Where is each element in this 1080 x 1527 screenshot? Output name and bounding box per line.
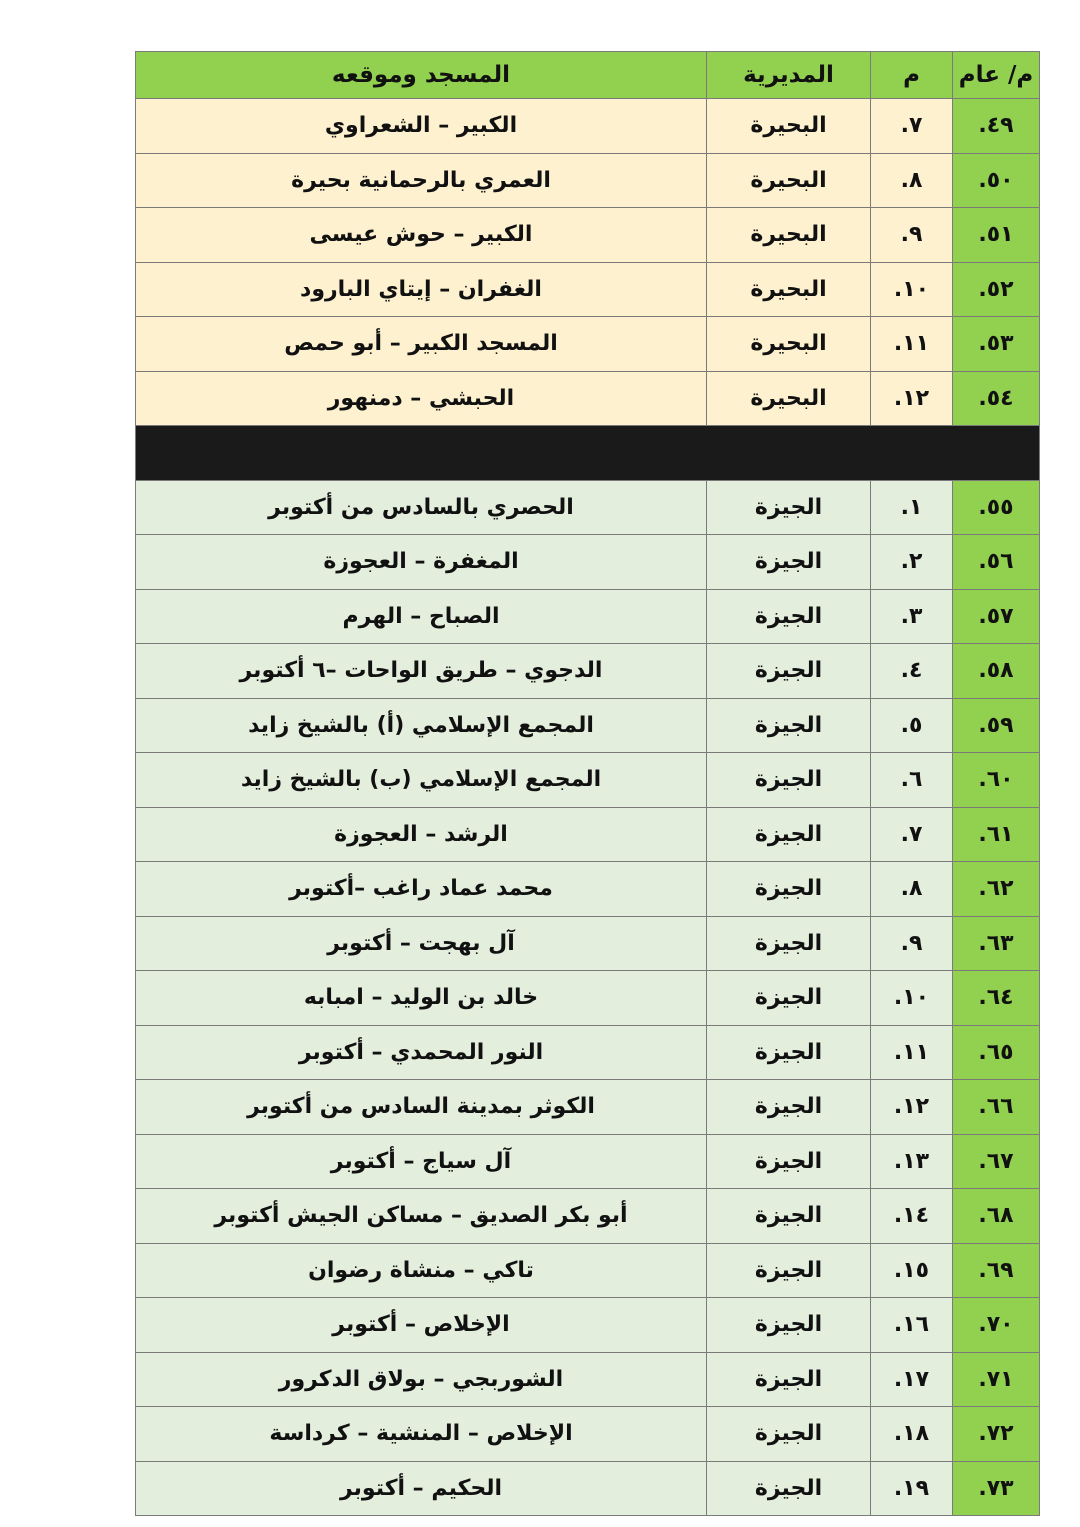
table-row [136,1461,1040,1516]
mosque-name-cell: خالد بن الوليد – امبابه [136,971,707,1026]
local-number-cell: ٤. [871,644,953,699]
mosque-name-cell: النور المحمدي – أكتوبر [136,1025,707,1080]
mosque-name-cell: الحكيم – أكتوبر [136,1461,707,1516]
table-row [136,99,1040,154]
general-number-cell: ٦٠. [953,753,1040,808]
local-number-cell: ٩. [871,916,953,971]
table-row [136,1298,1040,1353]
general-number-cell: ٧١. [953,1352,1040,1407]
local-number-cell: ١٥. [871,1243,953,1298]
general-number-cell: ٥٨. [953,644,1040,699]
local-number-cell: ٥. [871,698,953,753]
table-row [136,1025,1040,1080]
directorate-cell: الجيزة [707,1243,871,1298]
general-number-cell: ٦٤. [953,971,1040,1026]
local-number-cell: ١١. [871,1025,953,1080]
mosque-name-cell: الكوثر بمدينة السادس من أكتوبر [136,1080,707,1135]
directorate-cell: الجيزة [707,971,871,1026]
table-row [136,371,1040,426]
local-number-cell: ١٧. [871,1352,953,1407]
mosque-name-cell: الكبير – الشعراوي [136,99,707,154]
table-header-row [136,52,1040,99]
general-number-cell: ٤٩. [953,99,1040,154]
group-separator-line [136,426,1040,481]
table-row [136,698,1040,753]
table-row [136,807,1040,862]
directorate-cell: الجيزة [707,862,871,917]
mosque-name-cell: الإخلاص – أكتوبر [136,1298,707,1353]
general-number-cell: ٦٢. [953,862,1040,917]
mosque-table [135,51,1040,1516]
directorate-cell: البحيرة [707,262,871,317]
local-number-cell: ٢. [871,535,953,590]
directorate-cell: الجيزة [707,1298,871,1353]
directorate-cell: الجيزة [707,1407,871,1462]
table-row [136,1352,1040,1407]
mosque-name-cell: المسجد الكبير – أبو حمص [136,317,707,372]
directorate-cell: الجيزة [707,1461,871,1516]
local-number-cell: ١٠. [871,971,953,1026]
table-row [136,1189,1040,1244]
mosque-name-cell: الشوربجي – بولاق الدكرور [136,1352,707,1407]
general-number-cell: ٦٦. [953,1080,1040,1135]
local-number-cell: ١٢. [871,1080,953,1135]
directorate-cell: الجيزة [707,535,871,590]
table-row [136,480,1040,535]
table-row [136,916,1040,971]
mosque-name-cell: الكبير – حوش عيسى [136,208,707,263]
table-row [136,1243,1040,1298]
table-row [136,262,1040,317]
mosque-name-cell: أبو بكر الصديق – مساكن الجيش أكتوبر [136,1189,707,1244]
local-number-cell: ١. [871,480,953,535]
local-number-cell: ١٠. [871,262,953,317]
local-number-cell: ٩. [871,208,953,263]
header-directorate: المديرية [707,52,871,99]
table-row [136,589,1040,644]
mosque-name-cell: محمد عماد راغب –أكتوبر [136,862,707,917]
directorate-cell: الجيزة [707,916,871,971]
directorate-cell: الجيزة [707,698,871,753]
table-row [136,535,1040,590]
table-row [136,971,1040,1026]
table-row [136,1080,1040,1135]
mosque-name-cell: المغفرة – العجوزة [136,535,707,590]
general-number-cell: ٥١. [953,208,1040,263]
directorate-cell: الجيزة [707,644,871,699]
general-number-cell: ٦٨. [953,1189,1040,1244]
general-number-cell: ٥٥. [953,480,1040,535]
local-number-cell: ١٦. [871,1298,953,1353]
mosque-name-cell: الحصري بالسادس من أكتوبر [136,480,707,535]
directorate-cell: البحيرة [707,317,871,372]
local-number-cell: ٨. [871,862,953,917]
general-number-cell: ٥٩. [953,698,1040,753]
general-number-cell: ٦٧. [953,1134,1040,1189]
mosque-name-cell: المجمع الإسلامي (أ) بالشيخ زايد [136,698,707,753]
general-number-cell: ٧٠. [953,1298,1040,1353]
mosque-name-cell: الرشد – العجوزة [136,807,707,862]
mosque-name-cell: الحبشي – دمنهور [136,371,707,426]
directorate-cell: الجيزة [707,1025,871,1080]
general-number-cell: ٦٣. [953,916,1040,971]
general-number-cell: ٥٢. [953,262,1040,317]
table-row [136,153,1040,208]
header-mosque-location: المسجد وموقعه [136,52,707,99]
local-number-cell: ١١. [871,317,953,372]
local-number-cell: ١٩. [871,1461,953,1516]
general-number-cell: ٧٢. [953,1407,1040,1462]
directorate-cell: الجيزة [707,480,871,535]
directorate-cell: الجيزة [707,589,871,644]
local-number-cell: ١٣. [871,1134,953,1189]
mosque-name-cell: الدجوي – طريق الواحات –٦ أكتوبر [136,644,707,699]
local-number-cell: ٣. [871,589,953,644]
general-number-cell: ٧٣. [953,1461,1040,1516]
header-general-number: م/ عام [953,52,1040,99]
directorate-cell: البحيرة [707,208,871,263]
local-number-cell: ٧. [871,807,953,862]
general-number-cell: ٦٥. [953,1025,1040,1080]
group-separator [136,426,1040,481]
local-number-cell: ٨. [871,153,953,208]
table-row [136,753,1040,808]
table-body [136,99,1040,1516]
mosque-name-cell: الغفران – إيتاي البارود [136,262,707,317]
table-row [136,644,1040,699]
directorate-cell: البحيرة [707,371,871,426]
mosque-name-cell: الصباح – الهرم [136,589,707,644]
directorate-cell: الجيزة [707,753,871,808]
local-number-cell: ٧. [871,99,953,154]
mosque-name-cell: العمري بالرحمانية بحيرة [136,153,707,208]
general-number-cell: ٥٦. [953,535,1040,590]
directorate-cell: الجيزة [707,1080,871,1135]
general-number-cell: ٥٣. [953,317,1040,372]
table-row [136,317,1040,372]
mosque-name-cell: المجمع الإسلامي (ب) بالشيخ زايد [136,753,707,808]
general-number-cell: ٥٧. [953,589,1040,644]
mosque-name-cell: آل بهجت – أكتوبر [136,916,707,971]
directorate-cell: البحيرة [707,153,871,208]
general-number-cell: ٦١. [953,807,1040,862]
local-number-cell: ١٨. [871,1407,953,1462]
local-number-cell: ٦. [871,753,953,808]
mosque-name-cell: آل سياج – أكتوبر [136,1134,707,1189]
local-number-cell: ١٤. [871,1189,953,1244]
mosque-name-cell: الإخلاص – المنشية – كرداسة [136,1407,707,1462]
directorate-cell: الجيزة [707,1189,871,1244]
table-row [136,1134,1040,1189]
table-row [136,1407,1040,1462]
directorate-cell: الجيزة [707,1352,871,1407]
directorate-cell: الجيزة [707,807,871,862]
general-number-cell: ٥٤. [953,371,1040,426]
mosque-name-cell: تاكي – منشاة رضوان [136,1243,707,1298]
general-number-cell: ٦٩. [953,1243,1040,1298]
directorate-cell: الجيزة [707,1134,871,1189]
local-number-cell: ١٢. [871,371,953,426]
table-row [136,862,1040,917]
header-local-number: م [871,52,953,99]
general-number-cell: ٥٠. [953,153,1040,208]
table-row [136,208,1040,263]
directorate-cell: البحيرة [707,99,871,154]
